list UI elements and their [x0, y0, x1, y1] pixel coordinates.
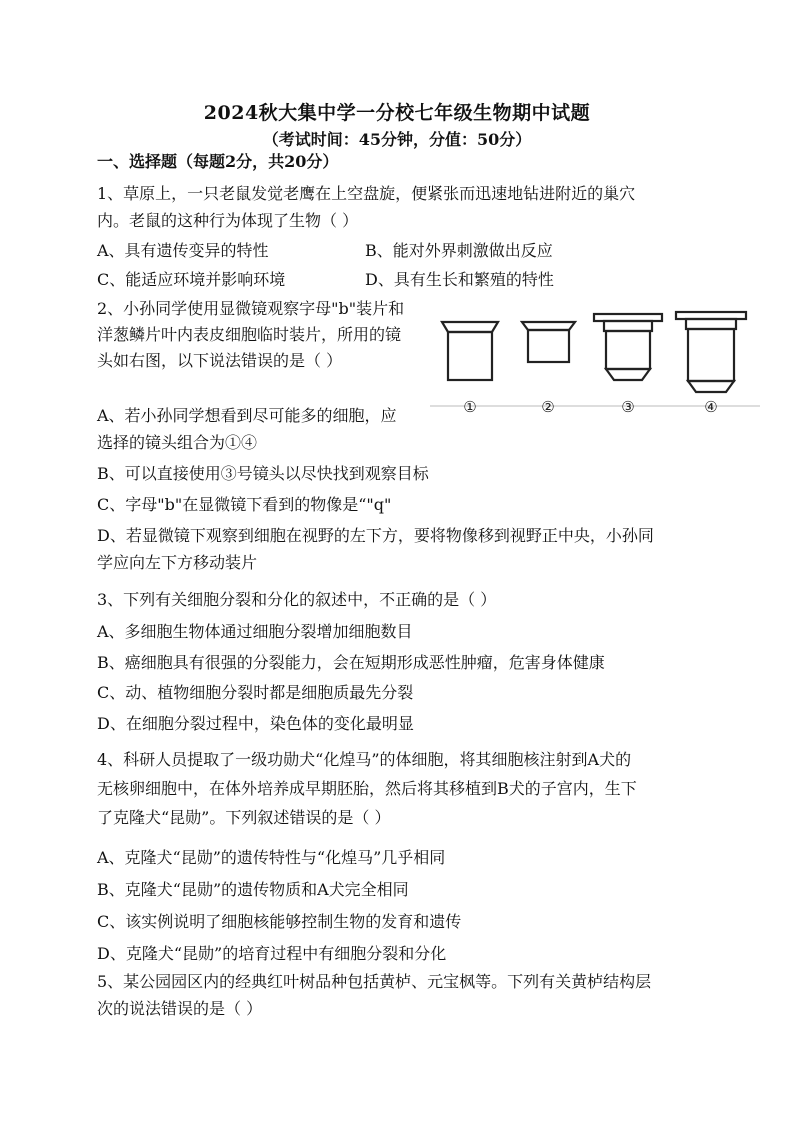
q2-stem-line3: 头如右图，以下说法错误的是（ ）	[97, 351, 343, 370]
q5-stem-line1: 5、某公园园区内的经典红叶树品种包括黄栌、元宝枫等。下列有关黄栌结构层	[97, 972, 652, 991]
q4-option-d: D、克隆犬“昆勋”的培育过程中有细胞分裂和分化	[97, 944, 447, 963]
q2-option-a-line2: 选择的镜头组合为①④	[97, 433, 258, 452]
q2-option-c: C、字母"b"在显微镜下看到的物像是“"q"	[97, 495, 392, 514]
q4-stem-line2: 无核卵细胞中，在体外培养成早期胚胎，然后将其移植到B犬的子宫内，生下	[97, 779, 637, 798]
lens-label-2: ②	[541, 398, 555, 416]
page-title: 2024秋大集中学一分校七年级生物期中试题	[203, 102, 591, 124]
q1-option-d: D、具有生长和繁殖的特性	[365, 270, 554, 289]
q4-stem-line3: 了克隆犬“昆勋”。下列叙述错误的是（ ）	[97, 808, 391, 827]
q2-option-a-line1: A、若小孙同学想看到尽可能多的细胞，应	[97, 406, 397, 425]
q5-stem-line2: 次的说法错误的是（ ）	[97, 999, 263, 1018]
lens-label-3: ③	[621, 398, 635, 416]
q1-option-c: C、能适应环境并影响环境	[97, 270, 286, 289]
microscope-lenses-figure	[430, 300, 760, 418]
q4-option-b: B、克隆犬“昆勋”的遗传物质和A犬完全相同	[97, 880, 409, 899]
q4-stem-line1: 4、科研人员提取了一级功勋犬“化煌马”的体细胞，将其细胞核注射到A犬的	[97, 750, 632, 769]
q2-option-b: B、可以直接使用③号镜头以尽快找到观察目标	[97, 464, 429, 483]
q2-stem-line1: 2、小孙同学使用显微镜观察字母"b"装片和	[97, 299, 405, 318]
section-heading: 一、选择题（每题2分，共20分）	[97, 152, 339, 171]
q2-option-d-line2: 学应向左下方移动装片	[97, 553, 258, 572]
q3-stem: 3、下列有关细胞分裂和分化的叙述中，不正确的是（ ）	[97, 590, 497, 609]
q2-stem-line2: 洋葱鳞片叶内表皮细胞临时装片，所用的镜	[97, 325, 402, 344]
q1-stem-line1: 1、草原上，一只老鼠发觉老鹰在上空盘旋，便紧张而迅速地钻进附近的巢穴	[97, 184, 636, 203]
lens-label-1: ①	[463, 398, 477, 416]
q3-option-a: A、多细胞生物体通过细胞分裂增加细胞数目	[97, 622, 413, 641]
q1-option-b: B、能对外界刺激做出反应	[365, 241, 553, 260]
q1-option-a: A、具有遗传变异的特性	[97, 241, 269, 260]
lens-label-4: ④	[704, 398, 718, 416]
q4-option-c: C、该实例说明了细胞核能够控制生物的发育和遗传	[97, 912, 462, 931]
q3-option-d: D、在细胞分裂过程中，染色体的变化最明显	[97, 714, 414, 733]
q3-option-c: C、动、植物细胞分裂时都是细胞质最先分裂	[97, 683, 414, 702]
q2-option-d-line1: D、若显微镜下观察到细胞在视野的左下方，要将物像移到视野正中央，小孙同	[97, 526, 654, 545]
q3-option-b: B、癌细胞具有很强的分裂能力，会在短期形成恶性肿瘤，危害身体健康	[97, 653, 605, 672]
q1-stem-line2: 内。老鼠的这种行为体现了生物（ ）	[97, 211, 359, 230]
page-subtitle: （考试时间：45分钟，分值：50分）	[262, 130, 532, 149]
q4-option-a: A、克隆犬“昆勋”的遗传特性与“化煌马”几乎相同	[97, 848, 446, 867]
